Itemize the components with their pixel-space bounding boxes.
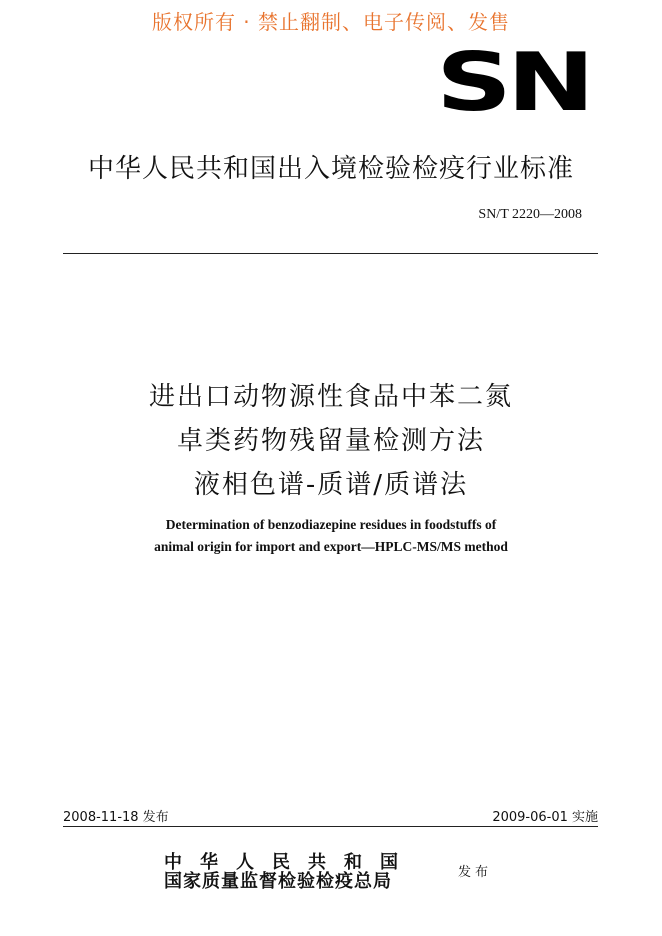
issue-date: 2008-11-18 发布 xyxy=(63,810,169,825)
title-cn-line-2: 卓类药物残留量检测方法 xyxy=(176,426,485,456)
issuing-bodies xyxy=(164,853,416,891)
title-cn-line-1: 进出口动物源性食品中苯二氮 xyxy=(148,382,513,412)
effective-date: 2009-06-01 实施 xyxy=(492,810,598,825)
top-divider xyxy=(63,253,598,254)
document-title-cn xyxy=(0,375,662,507)
issuer-line-1: 中华人民共和国 xyxy=(164,852,416,873)
bottom-divider xyxy=(63,826,598,827)
publish-label: 发布 xyxy=(458,865,493,880)
title-en-line-1: Determination of benzodiazepine residues in foodstuffs of xyxy=(165,517,497,532)
copyright-notice: 版权所有 · 禁止翻制、电子传阅、发售 xyxy=(151,10,511,34)
issuer-line-2: 国家质量监督检验检疫总局 xyxy=(164,871,392,892)
title-en-line-2: animal origin for import and export—HPLC-MS/MS method xyxy=(154,539,508,554)
sn-logo: SN xyxy=(436,36,590,129)
title-cn-line-3: 液相色谱-质谱/质谱法 xyxy=(193,470,469,500)
standard-number: SN/T 2220—2008 xyxy=(478,207,582,222)
document-title-en xyxy=(0,514,662,558)
issuing-authority-title: 中华人民共和国出入境检验检疫行业标准 xyxy=(87,154,574,184)
